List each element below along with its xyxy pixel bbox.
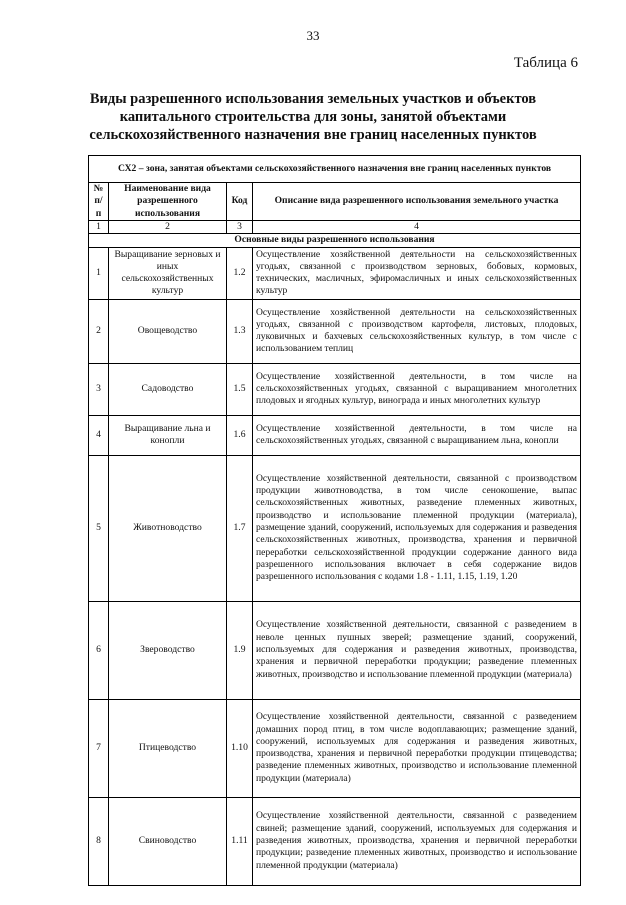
use-name: Птицеводство — [109, 699, 227, 797]
use-code: 1.7 — [227, 455, 253, 601]
table-row — [89, 455, 581, 601]
use-code: 1.2 — [227, 247, 253, 299]
use-name: Свиноводство — [109, 797, 227, 885]
table-label: Таблица 6 — [513, 55, 578, 71]
row-number: 1 — [89, 247, 109, 299]
row-number: 7 — [89, 699, 109, 797]
use-code: 1.10 — [227, 699, 253, 797]
use-description: Осуществление хозяйственной деятельности на сельскохозяйственных угодьях, связанной с производством зерновых, бобовых, кормовых, технических, масличных, эфиромасличных и иных сельскохозяйственных культур — [253, 247, 581, 299]
table-row — [89, 601, 581, 699]
use-name: Выращивание льна и конопли — [109, 415, 227, 455]
use-code: 1.11 — [227, 797, 253, 885]
column-header-number: № п/п — [89, 183, 109, 221]
page-number: 33 — [306, 28, 320, 43]
column-header-code: Код — [227, 183, 253, 221]
use-description: Осуществление хозяйственной деятельности, в том числе на сельскохозяйственных угодьях, связанной с выращиванием льна, конопли — [253, 415, 581, 455]
use-code: 1.5 — [227, 363, 253, 415]
row-number: 5 — [89, 455, 109, 601]
use-name: Животноводство — [109, 455, 227, 601]
use-description: Осуществление хозяйственной деятельности на сельскохозяйственных угодьях, связанной с производством картофеля, листовых, плодовых, луковичных и бахчевых сельскохозяйственных культур, в том числе с использованием теплиц — [253, 299, 581, 363]
table-row — [89, 797, 581, 885]
column-number-2: 2 — [109, 221, 227, 234]
use-name: Звероводство — [109, 601, 227, 699]
column-number-1: 1 — [89, 221, 109, 234]
use-description: Осуществление хозяйственной деятельности, в том числе на сельскохозяйственных угодьях, связанной с выращиванием многолетних плодовых и ягодных культур, винограда и иных многолетних культур — [253, 363, 581, 415]
use-name: Садоводство — [109, 363, 227, 415]
table-row — [89, 415, 581, 455]
use-code: 1.3 — [227, 299, 253, 363]
document-title: Виды разрешенного использования земельных участков и объектов капитального строительства для зоны, занятой объектами сельскохозяйственного назначения вне границ населенных пунктов — [89, 91, 537, 143]
row-number: 2 — [89, 299, 109, 363]
land-use-table — [88, 155, 581, 886]
table-row — [89, 699, 581, 797]
use-description: Осуществление хозяйственной деятельности, связанной с разведением домашних пород птиц, в том числе водоплавающих; размещение зданий, сооружений, используемых для содержания и разведения животных, производства, хранения и первичной переработки продукции птицеводства; разведение племенных животных, производство и использование племенной продукции (материала) — [253, 699, 581, 797]
column-number-4: 4 — [253, 221, 581, 234]
use-description: Осуществление хозяйственной деятельности, связанной с разведением свиней; размещение зданий, сооружений, используемых для содержания и разведения животных, производства, хранения и первичной переработки продукции; разведение племенных животных, производство и использование племенной продукции (материала) — [253, 797, 581, 885]
column-number-3: 3 — [227, 221, 253, 234]
use-code: 1.9 — [227, 601, 253, 699]
column-header-name: Наименование вида разрешенного использования — [109, 183, 227, 221]
table-row — [89, 299, 581, 363]
use-description: Осуществление хозяйственной деятельности, связанной с производством продукции животноводства, в том числе сенокошение, выпас сельскохозяйственных животных, разведение племенных животных, производство и использование племенной продукции (материала), размещение зданий, сооружений, используемых для содержания и разведения сельскохозяйственных животных, производства, хранения и первичной переработки сельскохозяйственной продукции содержание данного вида разрешенного использования включает в себя содержание видов разрешенного использования с кодами 1.8 - 1.11, 1.15, 1.19, 1.20 — [253, 455, 581, 601]
table-row — [89, 363, 581, 415]
use-code: 1.6 — [227, 415, 253, 455]
column-header-description: Описание вида разрешенного использования земельного участка — [253, 183, 581, 221]
table-row — [89, 247, 581, 299]
row-number: 6 — [89, 601, 109, 699]
row-number: 8 — [89, 797, 109, 885]
section-header: Основные виды разрешенного использования — [89, 234, 581, 247]
use-description: Осуществление хозяйственной деятельности, связанной с разведением в неволе ценных пушных зверей; размещение зданий, сооружений, используемых для содержания и разведения животных, производства, хранения и первичной переработки продукции; разведение племенных животных, производство и использование племенной продукции (материала) — [253, 601, 581, 699]
use-name: Овощеводство — [109, 299, 227, 363]
zone-header: СХ2 – зона, занятая объектами сельскохозяйственного назначения вне границ населенных пунктов — [89, 156, 581, 183]
row-number: 3 — [89, 363, 109, 415]
row-number: 4 — [89, 415, 109, 455]
use-name: Выращивание зерновых и иных сельскохозяйственных культур — [109, 247, 227, 299]
